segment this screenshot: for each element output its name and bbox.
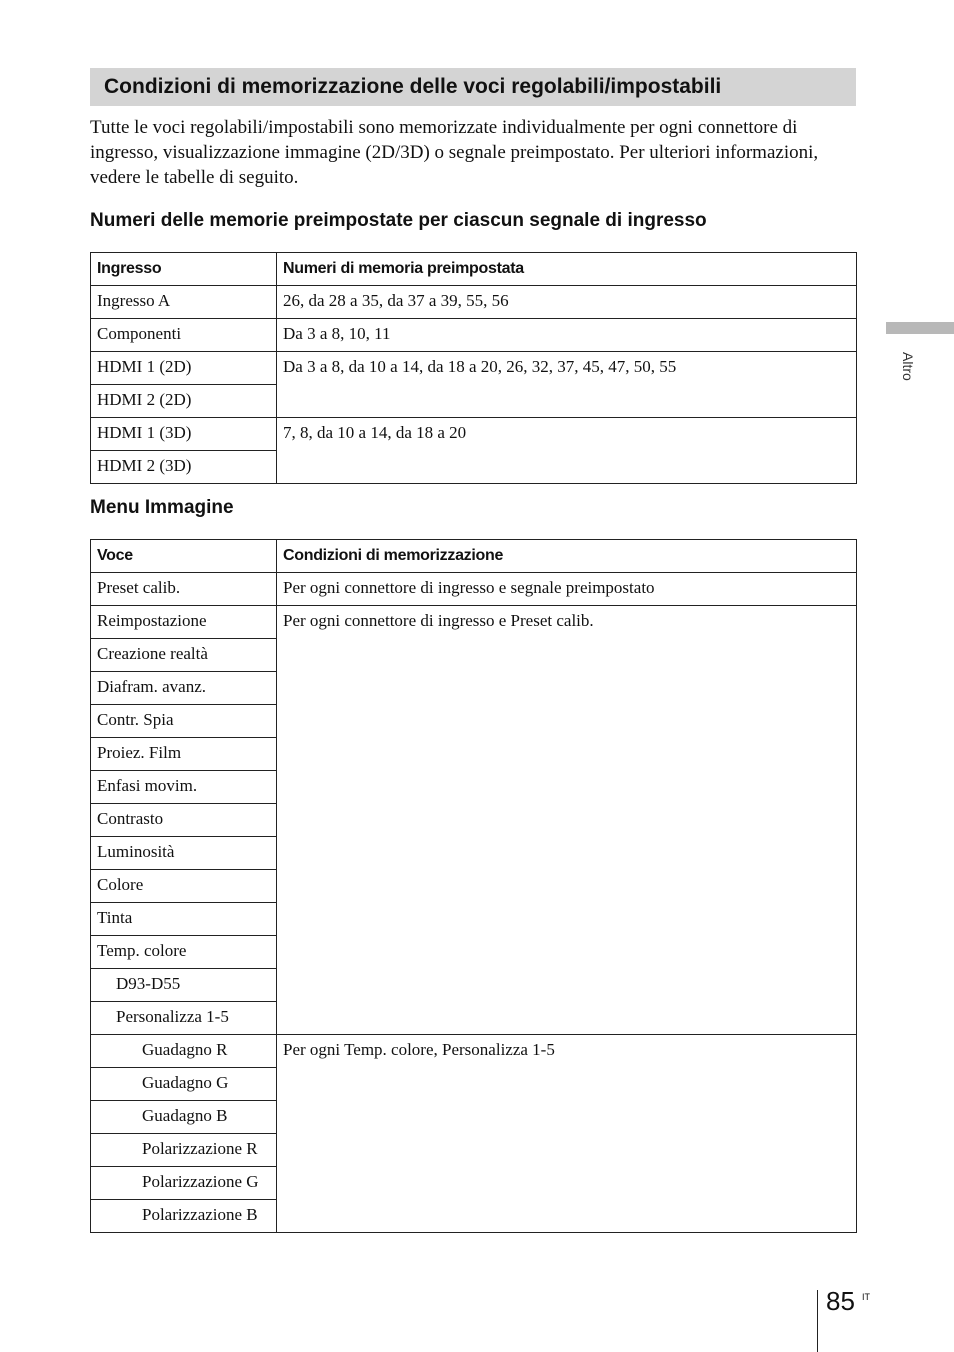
table-cell: Da 3 a 8, da 10 a 14, da 18 a 20, 26, 32, 37, 45, 47, 50, 55	[277, 352, 857, 418]
table-cell: Preset calib.	[91, 573, 277, 606]
side-tab-label: Altro	[900, 352, 916, 381]
table-cell: Proiez. Film	[91, 738, 277, 771]
intro-paragraph: Tutte le voci regolabili/impostabili sono memorizzate individualmente per ogni connettore di ingresso, visualizzazione immagine (2D/3D) o segnale preimpostato. Per ulteriori informazioni, vedere le tabelle di seguito.	[90, 117, 819, 188]
table-row	[91, 1035, 857, 1068]
column-header: Voce	[91, 540, 277, 573]
table-cell: Da 3 a 8, 10, 11	[277, 319, 857, 352]
table-cell: Polarizzazione R	[91, 1134, 277, 1167]
table-cell: HDMI 1 (3D)	[91, 418, 277, 451]
table-cell: Contr. Spia	[91, 705, 277, 738]
table-cell: 26, da 28 a 35, da 37 a 39, 55, 56	[277, 286, 857, 319]
page-number-rule	[817, 1290, 818, 1352]
table-cell: Reimpostazione	[91, 606, 277, 639]
side-tab-marker	[886, 322, 954, 334]
table-cell: Guadagno B	[91, 1101, 277, 1134]
table-cell: Per ogni connettore di ingresso e segnale preimpostato	[277, 573, 857, 606]
table-cell: Tinta	[91, 903, 277, 936]
picture-menu-table	[90, 539, 857, 1233]
table-cell: D93-D55	[91, 969, 277, 1002]
page-number: 85	[826, 1286, 855, 1316]
table-cell: Enfasi movim.	[91, 771, 277, 804]
table-cell: Temp. colore	[91, 936, 277, 969]
section-title: Condizioni di memorizzazione delle voci regolabili/impostabili	[104, 75, 722, 98]
table-header-row	[91, 540, 857, 573]
table-cell: Ingresso A	[91, 286, 277, 319]
page-language-code: IT	[862, 1292, 870, 1302]
column-header: Numeri di memoria preimpostata	[277, 253, 857, 286]
table1-heading: Numeri delle memorie preimpostate per ciascun segnale di ingresso	[90, 210, 707, 231]
table-cell: Colore	[91, 870, 277, 903]
table-cell: HDMI 1 (2D)	[91, 352, 277, 385]
table-header-row	[91, 253, 857, 286]
table2-heading: Menu Immagine	[90, 497, 234, 518]
table-cell: Guadagno R	[91, 1035, 277, 1068]
table-row	[91, 418, 857, 451]
column-header: Ingresso	[91, 253, 277, 286]
table-row	[91, 286, 857, 319]
table-cell: Per ogni connettore di ingresso e Preset calib.	[277, 606, 857, 1035]
table-cell: Per ogni Temp. colore, Personalizza 1-5	[277, 1035, 857, 1233]
column-header: Condizioni di memorizzazione	[277, 540, 857, 573]
table-cell: Luminosità	[91, 837, 277, 870]
table-cell: HDMI 2 (3D)	[91, 451, 277, 484]
table-row	[91, 573, 857, 606]
table-row	[91, 606, 857, 639]
preset-memory-table	[90, 252, 857, 484]
table-cell: HDMI 2 (2D)	[91, 385, 277, 418]
table-row	[91, 319, 857, 352]
table-cell: Diafram. avanz.	[91, 672, 277, 705]
table-cell: Contrasto	[91, 804, 277, 837]
table-cell: Polarizzazione B	[91, 1200, 277, 1233]
table-cell: Personalizza 1-5	[91, 1002, 277, 1035]
table-row	[91, 352, 857, 385]
table-cell: Componenti	[91, 319, 277, 352]
table-cell: Guadagno G	[91, 1068, 277, 1101]
table-cell: Creazione realtà	[91, 639, 277, 672]
table-cell: Polarizzazione G	[91, 1167, 277, 1200]
table-cell: 7, 8, da 10 a 14, da 18 a 20	[277, 418, 857, 484]
